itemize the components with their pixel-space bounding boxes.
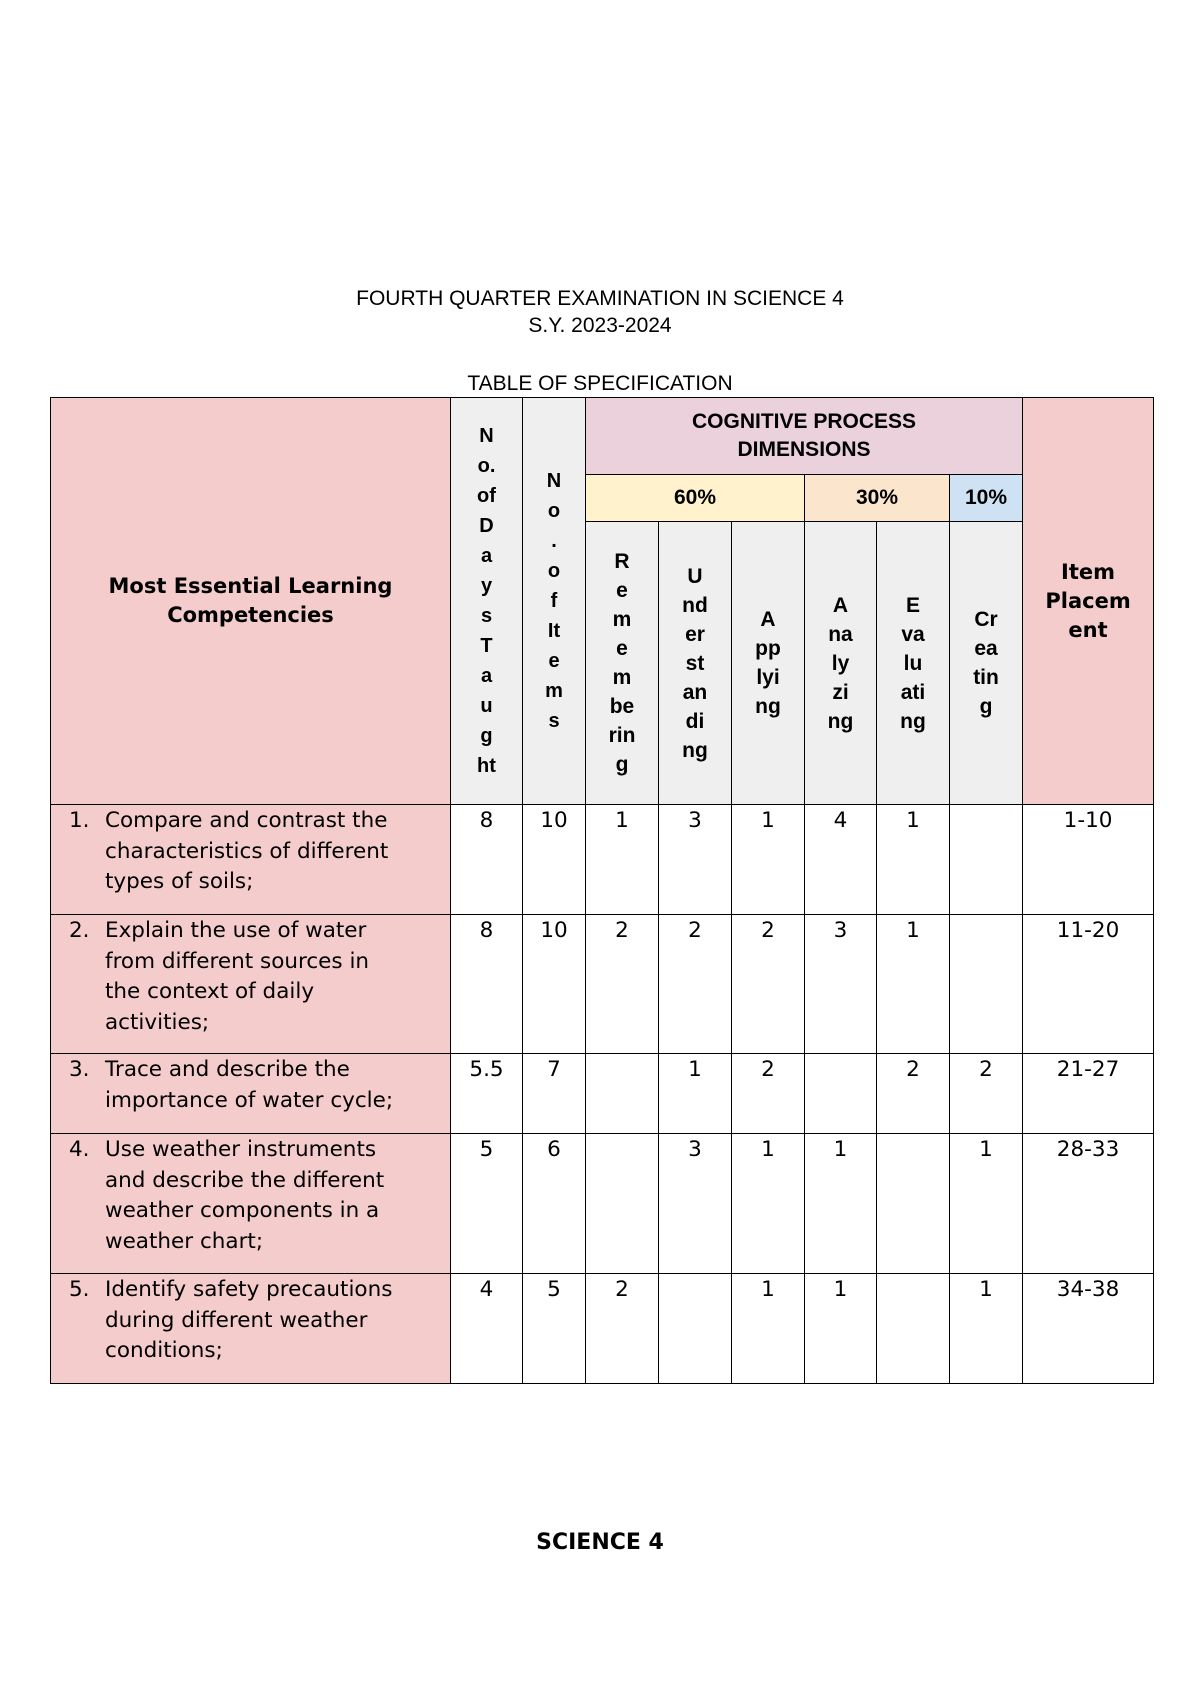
competency-number: 5. — [69, 1277, 90, 1302]
header-text-line: e — [548, 650, 560, 672]
no-of-items-cell: 10 — [523, 915, 586, 1054]
table-row — [51, 1274, 1154, 1384]
header-text-line: f — [550, 590, 558, 612]
applying-cell: 1 — [732, 805, 805, 915]
footer-subject: SCIENCE 4 — [536, 1530, 664, 1555]
applying-cell: 2 — [732, 1054, 805, 1134]
applying-cell: 2 — [732, 915, 805, 1054]
competency-line: and describe the different — [105, 1167, 385, 1193]
header-text-line: A — [832, 593, 849, 617]
days-taught-cell: 4 — [451, 1274, 523, 1384]
header-text-line: g — [615, 753, 629, 776]
competency-text — [105, 1055, 393, 1116]
header-text-line: DIMENSIONS — [737, 438, 871, 461]
days-taught-cell: 5.5 — [451, 1054, 523, 1134]
competency-line: types of soils; — [105, 869, 254, 894]
header-text-line: e — [616, 637, 628, 660]
header-text-line: U — [687, 564, 703, 588]
header-text-line: m — [545, 680, 563, 702]
header-text-line: zi — [832, 680, 849, 704]
header-competencies — [51, 398, 451, 805]
header-text-line: A — [760, 608, 776, 631]
document-title: FOURTH QUARTER EXAMINATION IN SCIENCE 4 — [356, 287, 844, 310]
competency-line: conditions; — [105, 1338, 223, 1363]
understanding-cell — [659, 1274, 732, 1384]
item-placement-cell: 28-33 — [1023, 1134, 1154, 1274]
competency-line: from different sources in — [105, 948, 370, 974]
header-text-line: Most Essential Learning — [108, 574, 393, 598]
header-text-line: st — [685, 651, 705, 675]
competency-line: weather components in a — [105, 1198, 380, 1223]
header-text-line: ng — [755, 695, 781, 718]
remembering-cell: 2 — [586, 915, 659, 1054]
header-text-line: lu — [903, 651, 923, 675]
no-of-items-cell: 6 — [523, 1134, 586, 1274]
evaluating-cell — [877, 1274, 950, 1384]
creating-cell — [950, 805, 1023, 915]
remembering-cell: 1 — [586, 805, 659, 915]
header-text-line: y — [480, 575, 493, 597]
competency-line: Use weather instruments — [105, 1137, 377, 1162]
analyzing-cell: 1 — [805, 1134, 877, 1274]
header-text-line: rin — [608, 724, 636, 747]
table-subtitle: TABLE OF SPECIFICATION — [467, 372, 733, 395]
header-text-line: N — [546, 470, 562, 492]
competency-cell — [51, 805, 451, 915]
header-evaluating — [877, 522, 950, 805]
table-row — [51, 1054, 1154, 1134]
competency-number: 1. — [69, 808, 90, 833]
competency-line: importance of water cycle; — [105, 1087, 394, 1113]
applying-cell: 1 — [732, 1134, 805, 1274]
competency-text — [105, 806, 388, 898]
competency-number: 2. — [69, 918, 90, 943]
competency-number: 3. — [69, 1057, 90, 1082]
header-text-line: an — [682, 680, 708, 704]
header-text-line: na — [828, 622, 853, 646]
header-text-line: g — [979, 695, 993, 718]
remembering-cell — [586, 1134, 659, 1274]
specification-table — [50, 397, 1154, 1384]
header-understanding — [659, 522, 732, 805]
header-text-line: ng — [827, 709, 854, 733]
header-text-line: o. — [477, 455, 496, 477]
no-of-items-cell: 7 — [523, 1054, 586, 1134]
remembering-cell: 2 — [586, 1274, 659, 1384]
header-text-line: T — [480, 635, 493, 657]
header-text-line: a — [480, 545, 493, 567]
evaluating-cell — [877, 1134, 950, 1274]
competency-text — [105, 1135, 384, 1257]
header-text-line: lyi — [756, 666, 780, 689]
header-text-line: er — [685, 622, 705, 646]
understanding-cell: 2 — [659, 915, 732, 1054]
header-text-line: Item — [1061, 559, 1116, 584]
header-text-line: o — [547, 500, 561, 522]
header-text-line: . — [551, 530, 557, 552]
header-text-line: Placem — [1045, 588, 1131, 613]
competency-line: weather chart; — [105, 1228, 264, 1254]
school-year: S.Y. 2023-2024 — [528, 314, 672, 337]
header-text-line: va — [901, 622, 925, 646]
table-row — [51, 1134, 1154, 1274]
understanding-cell: 3 — [659, 1134, 732, 1274]
competency-cell — [51, 1134, 451, 1274]
header-text-line: ht — [477, 755, 496, 777]
header-analyzing — [805, 522, 877, 805]
header-text-line: ng — [900, 709, 926, 733]
header-text-line: ea — [974, 637, 998, 660]
competency-cell — [51, 1054, 451, 1134]
header-text-line: Cr — [974, 608, 998, 631]
item-placement-cell: 11-20 — [1023, 915, 1154, 1054]
header-text-line: u — [480, 695, 493, 717]
header-text-line: tin — [973, 666, 999, 689]
header-text-line: pp — [755, 637, 781, 660]
item-placement-cell: 1-10 — [1023, 805, 1154, 915]
creating-cell: 1 — [950, 1274, 1023, 1384]
understanding-cell: 1 — [659, 1054, 732, 1134]
competency-number: 4. — [69, 1137, 90, 1162]
header-text-line: be — [609, 695, 635, 718]
competency-line: the context of daily — [105, 979, 315, 1004]
evaluating-cell: 1 — [877, 915, 950, 1054]
header-text-line: s — [480, 605, 493, 627]
creating-cell: 2 — [950, 1054, 1023, 1134]
header-text-line: Competencies — [167, 603, 334, 627]
analyzing-cell: 3 — [805, 915, 877, 1054]
header-text-line: D — [479, 515, 494, 537]
header-text-line: g — [480, 725, 493, 747]
header-text-line: COGNITIVE PROCESS — [692, 410, 917, 433]
header-pct-60: 60% — [586, 475, 805, 522]
creating-cell: 1 — [950, 1134, 1023, 1274]
table-row — [51, 805, 1154, 915]
header-cognitive-dimensions — [586, 398, 1023, 475]
competency-cell — [51, 915, 451, 1054]
applying-cell: 1 — [732, 1274, 805, 1384]
header-text-line: of — [477, 485, 496, 507]
evaluating-cell: 1 — [877, 805, 950, 915]
header-text-line: di — [685, 709, 705, 733]
competency-line: Explain the use of water — [105, 918, 367, 943]
header-text-line: e — [616, 579, 628, 602]
competency-line: during different weather — [105, 1307, 368, 1333]
days-taught-cell: 8 — [451, 805, 523, 915]
no-of-items-cell: 5 — [523, 1274, 586, 1384]
header-text-line: R — [614, 550, 630, 573]
header-text-line: m — [612, 666, 632, 689]
header-text-line: a — [480, 665, 493, 687]
competency-line: characteristics of different — [105, 838, 389, 864]
competency-line: Compare and contrast the — [105, 808, 388, 833]
days-taught-cell: 5 — [451, 1134, 523, 1274]
header-text-line: o — [547, 560, 561, 582]
competency-line: Trace and describe the — [105, 1057, 350, 1082]
header-text-line: s — [548, 710, 560, 732]
header-applying — [732, 522, 805, 805]
competency-text — [105, 1275, 392, 1367]
header-text-line: ng — [682, 738, 708, 762]
header-pct-10: 10% — [950, 475, 1023, 522]
header-text-line: ent — [1068, 617, 1108, 642]
header-pct-30: 30% — [805, 475, 950, 522]
header-text-line: It — [547, 620, 561, 642]
header-text-line: nd — [682, 593, 708, 617]
header-text-line: m — [612, 608, 632, 631]
understanding-cell: 3 — [659, 805, 732, 915]
competency-text — [105, 916, 369, 1038]
creating-cell — [950, 915, 1023, 1054]
header-item-placement — [1023, 398, 1154, 805]
item-placement-cell: 21-27 — [1023, 1054, 1154, 1134]
competency-cell — [51, 1274, 451, 1384]
header-creating — [950, 522, 1023, 805]
analyzing-cell: 4 — [805, 805, 877, 915]
header-days-taught — [451, 398, 523, 805]
no-of-items-cell: 10 — [523, 805, 586, 915]
competency-line: activities; — [105, 1009, 210, 1035]
days-taught-cell: 8 — [451, 915, 523, 1054]
evaluating-cell: 2 — [877, 1054, 950, 1134]
header-text-line: ati — [900, 680, 926, 704]
analyzing-cell — [805, 1054, 877, 1134]
header-text-line: ly — [831, 651, 850, 675]
item-placement-cell: 34-38 — [1023, 1274, 1154, 1384]
table-row — [51, 915, 1154, 1054]
competency-line: Identify safety precautions — [105, 1277, 393, 1302]
header-remembering — [586, 522, 659, 805]
header-text-line: E — [905, 593, 920, 617]
analyzing-cell: 1 — [805, 1274, 877, 1384]
header-no-of-items — [523, 398, 586, 805]
remembering-cell — [586, 1054, 659, 1134]
header-text-line: N — [479, 425, 494, 447]
